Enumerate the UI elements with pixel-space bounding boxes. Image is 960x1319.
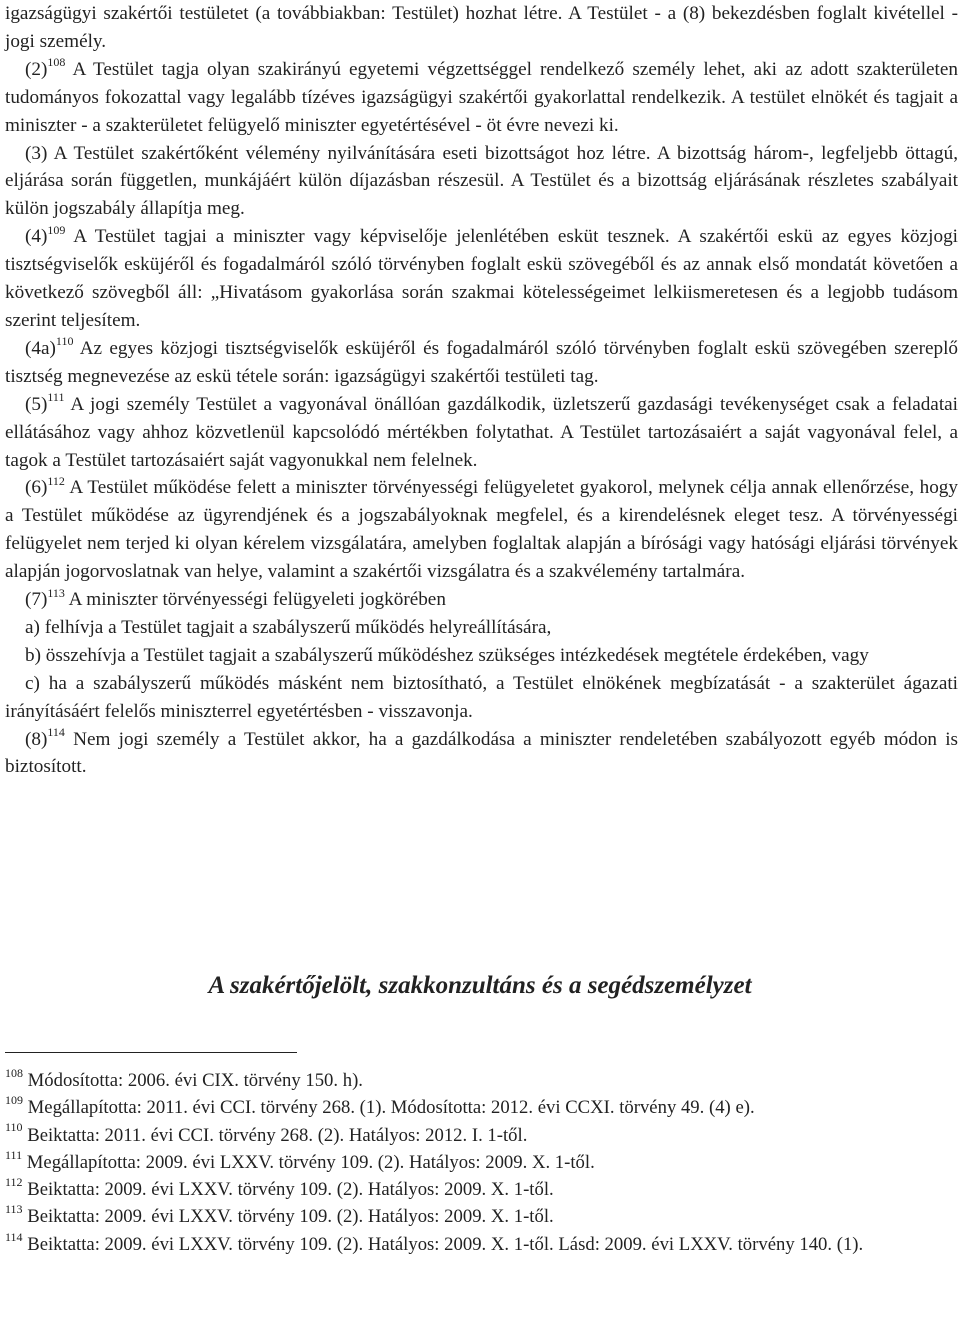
footnote-110: $^{110}$ Beiktatta: 2011. évi CCI. törvény 268. (2). Hatályos: 2012. I. 1-től. xyxy=(5,1120,528,1146)
footnote-113: $^{113}$ Beiktatta: 2009. évi LXXV. törvény 109. (2). Hatályos: 2009. X. 1-től. xyxy=(5,1202,554,1228)
paragraph-4a: $(4a)^{110}$ Az egyes közjogi tisztségviselők esküjéről és fogadalmáról szóló törvényben foglalt eskü szövegében szereplő tisztség megnevezése az eskü tétele során: igazságügyi szakértői testületi tag. xyxy=(5,334,958,387)
footnote-ref-109[interactable]: 109 xyxy=(47,222,66,237)
footnote-111: $^{111}$ Megállapította: 2009. évi LXXV. törvény 109. (2). Hatályos: 2009. X. 1-től. xyxy=(5,1147,595,1173)
footnote-114: $^{114}$ Beiktatta: 2009. évi LXXV. törvény 109. (2). Hatályos: 2009. X. 1-től. Lásd: 2009. évi LXXV. törvény 140. (1). xyxy=(5,1229,864,1255)
footnote-ref-110[interactable]: 110 xyxy=(55,334,74,349)
list-item-c: c) ha a szabályszerű működés másként nem biztosítható, a Testület elnökének megbízatását - a szakterület ágazati irányításáért felelős miniszterrel egyetértésben - visszavonja. xyxy=(5,672,958,722)
paragraph-continuation: igazságügyi szakértői testületet (a továbbiakban: Testület) hozhat létre. A Testület - a (8) bekezdésben foglalt kivétellel - jogi személy. xyxy=(5,3,958,52)
paragraph-8: $(8)^{114}$ Nem jogi személy a Testület akkor, ha a gazdálkodása a miniszter rendeletében szabályozott egyéb módon is biztosított. xyxy=(5,725,958,778)
footnote-ref-108[interactable]: 108 xyxy=(47,55,66,70)
paragraph-3: (3) A Testület szakértőként vélemény nyilvánítására eseti bizottságot hoz létre. A bizottság három-, legfeljebb öttagú, eljárása során független, munkájáért külön díjazásban részesül. A Testület és a bizottság eljárásának részletes szabályait külön jogszabály állapítja meg. xyxy=(5,142,958,220)
footnotes xyxy=(5,1067,950,1258)
footnote-109: $^{109}$ Megállapította: 2011. évi CCI. törvény 268. (1). Módosította: 2012. évi CCXI. törvény 49. (4) e). xyxy=(5,1093,755,1119)
paragraph-4: $(4)^{109}$ A Testület tagjai a miniszter vagy képviselője jelenlétében esküt tesznek. A szakértői eskü az egyes közjogi tisztségviselők esküjéről és fogadalmáról szóló törvényben foglalt eskü szövegéből és az annak első mondatát követően a következő szövegből áll: „Hivatásom gyakorlása során szakmai kötelességeimet lelkiismeretesen és a legjobb tudásom szerint teljesítem. xyxy=(5,222,958,331)
list-item-b: b) összehívja a Testület tagjait a szabályszerű működéshez szükséges intézkedések megtétele érdekében, vagy xyxy=(25,644,869,666)
footnote-divider xyxy=(5,1052,297,1053)
footnote-ref-112[interactable]: 112 xyxy=(47,474,65,489)
list-item-a: a) felhívja a Testület tagjait a szabályszerű működés helyreállítására, xyxy=(25,616,552,638)
footnote-ref-114[interactable]: 114 xyxy=(47,725,65,740)
paragraph-6: $(6)^{112}$ A Testület működése felett a miniszter törvényességi felügyeletet gyakorol, melynek célja annak ellenőrzése, hogy a Testület működése az ügyrendjének és a jogszabályoknak megfelel, és a kirendelésnek eleget tesz. A törvényességi felügyelet nem terjed ki olyan kérelem vizsgálatára, amelyben foglaltak alapján a bírósági vagy hatósági eljárási törvények alapján jogorvoslatnak van helye, valamint a szakértői vizsgálatra és a szakvélemény tartalmára. xyxy=(5,474,958,583)
section-heading: A szakértőjelölt, szakkonzultáns és a segédszemélyzet xyxy=(208,972,752,999)
footnote-ref-111[interactable]: 111 xyxy=(47,390,65,405)
footnote-ref-113[interactable]: 113 xyxy=(47,585,65,600)
footnote-108: $^{108}$ Módosította: 2006. évi CIX. törvény 150. h). xyxy=(5,1065,363,1091)
paragraph-7: $(7)^{113}$ A miniszter törvényességi felügyeleti jogkörében xyxy=(25,585,446,611)
paragraph-5: $(5)^{111}$ A jogi személy Testület a vagyonával önállóan gazdálkodik, üzletszerű gazdasági tevékenységet csak a feladatai ellátásához vagy ahhoz közvetlenül kapcsolódó mértékben folytathat. A Testület tartozásaiért a saját vagyonával felel, a tagok a Testület tartozásaiért saját vagyonukkal nem felelnek. xyxy=(5,390,958,471)
paragraph-2: $(2)^{108}$ A Testület tagja olyan szakirányú egyetemi végzettséggel rendelkező személy lehet, aki az adott szakterületen tudományos fokozattal vagy legalább tízéves igazságügyi szakértői gyakorlattal rendelkezik. A testület elnökét és tagjait a miniszter - a szakterületet felügyelő miniszter egyetértésével - öt évre nevezi ki. xyxy=(5,55,958,136)
footnote-112: $^{112}$ Beiktatta: 2009. évi LXXV. törvény 109. (2). Hatályos: 2009. X. 1-től. xyxy=(5,1174,554,1201)
law-text-body xyxy=(5,0,958,781)
